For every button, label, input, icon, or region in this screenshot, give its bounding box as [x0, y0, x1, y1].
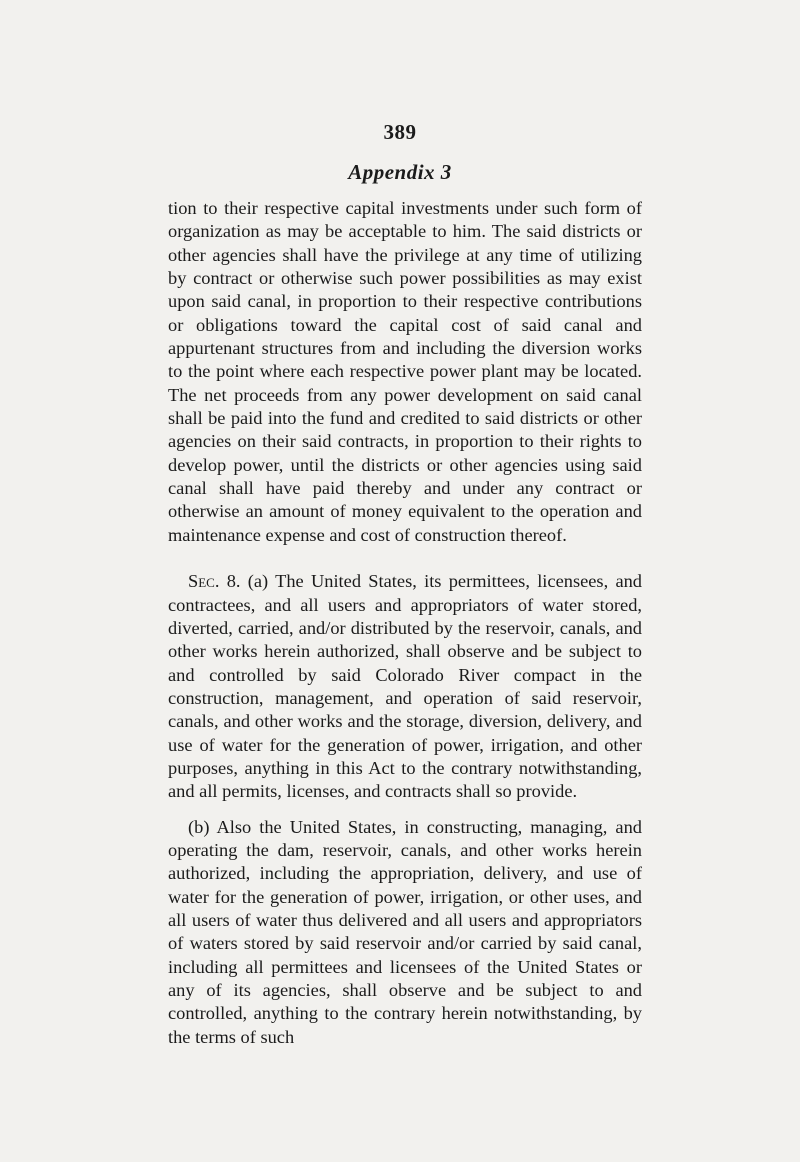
- section-label: Sec: [188, 571, 215, 592]
- paragraph-gap: [168, 547, 642, 570]
- paragraph-continuation: tion to their respective capital investments under such form of organization as may be acceptable to him. The said districts or other agencies shall have the privilege at any time of utilizing by contract or otherwise such power possibilities as may exist upon said canal, in proportion to their respective contributions or obligations toward the capital cost of said canal and appurtenant structures from and including the diversion works to the point where each respective power plant may be located. The net proceeds from any power development on said canal shall be paid into the fund and credited to said districts or other agencies on their said contracts, in proportion to their rights to develop power, until the districts or other agencies using said canal shall have paid thereby and under any contract or otherwise an amount of money equivalent to the operation and maintenance expense and cost of construction thereof.: [168, 198, 642, 545]
- paragraph-gap: [168, 804, 642, 816]
- running-head: Appendix 3: [348, 160, 452, 184]
- paragraph-section-8b: (b) Also the United States, in constructing, managing, and operating the dam, reservoir, canals, and other works herein authorized, including the appropriation, delivery, and use of water for the generation of power, irrigation, or other uses, and all users of water thus delivered and all users and appropriators of waters stored by said reservoir and/or carried by said canal, including all permittees and licensees of the United States or any of its agencies, shall observe and be subject to and controlled, anything to the contrary herein notwithstanding, by the terms of such: [168, 816, 642, 1047]
- section-8a-text: . 8. (a) The United States, its permittees, licensees, and contractees, and all users and appropriators of water stored, diverted, carried, and/or distributed by the reservoir, canals, and other works herein authorized, shall observe and be subject to and controlled by said Colorado River compact in the construction, management, and operation of said reservoir, canals, and other works and the storage, diversion, delivery, and use of water for the generation of power, irrigation, and other purposes, anything in this Act to the contrary notwithstanding, and all permits, licenses, and contracts shall so provide.: [168, 571, 642, 802]
- body-text: [168, 197, 642, 1049]
- page-number: 389: [383, 120, 417, 144]
- paragraph-section-8a: [168, 570, 642, 803]
